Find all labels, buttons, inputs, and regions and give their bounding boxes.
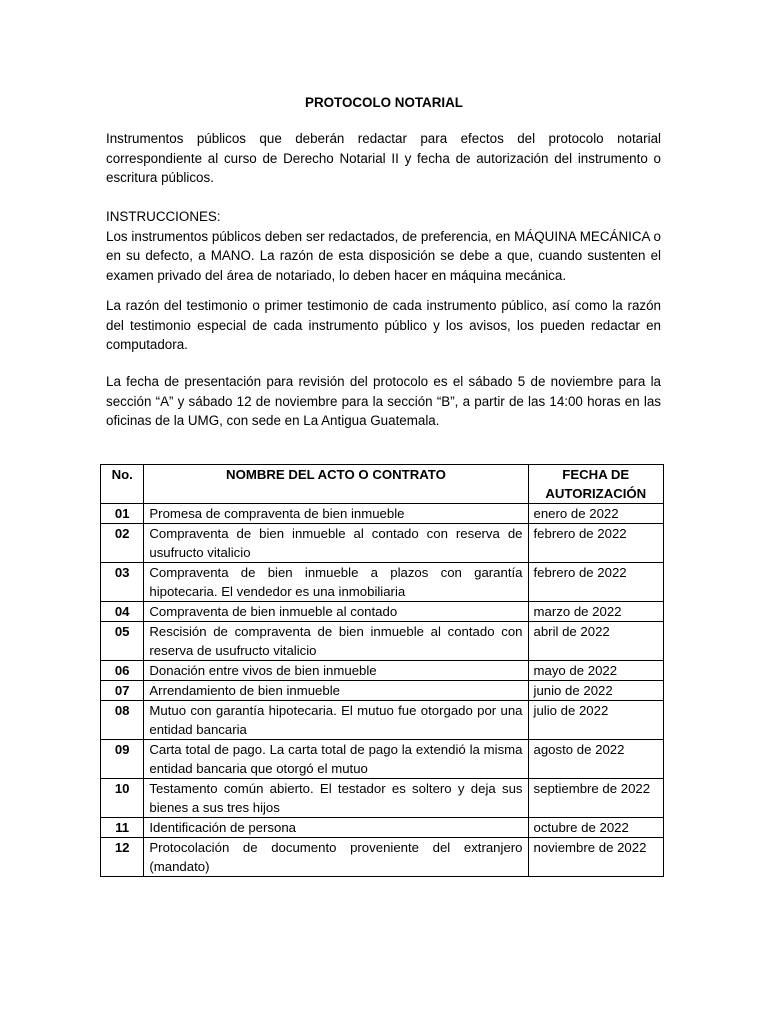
acts-table bbox=[100, 464, 664, 877]
table-row bbox=[101, 563, 664, 602]
table-row bbox=[101, 818, 664, 838]
testimony-text: La razón del testimonio o primer testimonio de cada instrumento público, así como la razón del testimonio especial de cada instrumento público y los avisos, los pueden redactar en computadora. bbox=[106, 298, 661, 352]
row-number: 05 bbox=[101, 622, 144, 661]
intro-paragraph bbox=[106, 129, 661, 188]
testimony-paragraph bbox=[106, 296, 661, 355]
table-row bbox=[101, 622, 664, 661]
row-number: 11 bbox=[101, 818, 144, 838]
act-name: Arrendamiento de bien inmueble bbox=[144, 681, 528, 701]
submission-text: La fecha de presentación para revisión del protocolo es el sábado 5 de noviembre para la sección “A” y sábado 12 de noviembre para la sección “B”, a partir de las 14:00 horas en las oficinas de la UMG, con sede en La Antigua Guatemala. bbox=[106, 374, 661, 428]
row-number: 09 bbox=[101, 740, 144, 779]
row-number: 02 bbox=[101, 524, 144, 563]
act-name: Mutuo con garantía hipotecaria. El mutuo fue otorgado por una entidad bancaria bbox=[144, 701, 528, 740]
authorization-date: abril de 2022 bbox=[528, 622, 663, 661]
authorization-date: octubre de 2022 bbox=[528, 818, 663, 838]
act-name: Compraventa de bien inmueble a plazos con garantía hipotecaria. El vendedor es una inmobiliaria bbox=[144, 563, 528, 602]
table-row bbox=[101, 838, 664, 877]
table-row bbox=[101, 661, 664, 681]
authorization-date: noviembre de 2022 bbox=[528, 838, 663, 877]
submission-paragraph bbox=[106, 372, 661, 431]
authorization-date: junio de 2022 bbox=[528, 681, 663, 701]
instructions-heading: INSTRUCCIONES: bbox=[106, 209, 221, 224]
row-number: 12 bbox=[101, 838, 144, 877]
row-number: 01 bbox=[101, 504, 144, 524]
row-number: 07 bbox=[101, 681, 144, 701]
table-row bbox=[101, 504, 664, 524]
table-row bbox=[101, 779, 664, 818]
act-name: Protocolación de documento proveniente del extranjero (mandato) bbox=[144, 838, 528, 877]
act-name: Testamento común abierto. El testador es soltero y deja sus bienes a sus tres hijos bbox=[144, 779, 528, 818]
authorization-date: mayo de 2022 bbox=[528, 661, 663, 681]
header-name: NOMBRE DEL ACTO O CONTRATO bbox=[144, 465, 528, 504]
instructions-paragraph bbox=[106, 207, 661, 285]
row-number: 03 bbox=[101, 563, 144, 602]
authorization-date: enero de 2022 bbox=[528, 504, 663, 524]
authorization-date: septiembre de 2022 bbox=[528, 779, 663, 818]
row-number: 04 bbox=[101, 602, 144, 622]
table-row bbox=[101, 701, 664, 740]
act-name: Carta total de pago. La carta total de pago la extendió la misma entidad bancaria que otorgó el mutuo bbox=[144, 740, 528, 779]
act-name: Compraventa de bien inmueble al contado con reserva de usufructo vitalicio bbox=[144, 524, 528, 563]
table-header-row bbox=[101, 465, 664, 504]
header-date: FECHA DE AUTORIZACIÓN bbox=[528, 465, 663, 504]
row-number: 08 bbox=[101, 701, 144, 740]
header-no: No. bbox=[101, 465, 144, 504]
row-number: 10 bbox=[101, 779, 144, 818]
authorization-date: agosto de 2022 bbox=[528, 740, 663, 779]
authorization-date: marzo de 2022 bbox=[528, 602, 663, 622]
instructions-body: Los instrumentos públicos deben ser redactados, de preferencia, en MÁQUINA MECÁNICA o en su defecto, a MANO. La razón de esta disposición se debe a que, cuando sustenten el examen privado del área de notariado, lo deben hacer en máquina mecánica. bbox=[106, 228, 661, 283]
authorization-date: febrero de 2022 bbox=[528, 563, 663, 602]
document-title: PROTOCOLO NOTARIAL bbox=[305, 95, 463, 110]
act-name: Compraventa de bien inmueble al contado bbox=[144, 602, 528, 622]
table-row bbox=[101, 681, 664, 701]
row-number: 06 bbox=[101, 661, 144, 681]
table-row bbox=[101, 740, 664, 779]
act-name: Identificación de persona bbox=[144, 818, 528, 838]
act-name: Rescisión de compraventa de bien inmueble al contado con reserva de usufructo vitalicio bbox=[144, 622, 528, 661]
table-row bbox=[101, 602, 664, 622]
act-name: Donación entre vivos de bien inmueble bbox=[144, 661, 528, 681]
table-row bbox=[101, 524, 664, 563]
authorization-date: julio de 2022 bbox=[528, 701, 663, 740]
intro-text: Instrumentos públicos que deberán redactar para efectos del protocolo notarial correspondiente al curso de Derecho Notarial II y fecha de autorización del instrumento o escritura públicos. bbox=[106, 131, 661, 185]
act-name: Promesa de compraventa de bien inmueble bbox=[144, 504, 528, 524]
authorization-date: febrero de 2022 bbox=[528, 524, 663, 563]
